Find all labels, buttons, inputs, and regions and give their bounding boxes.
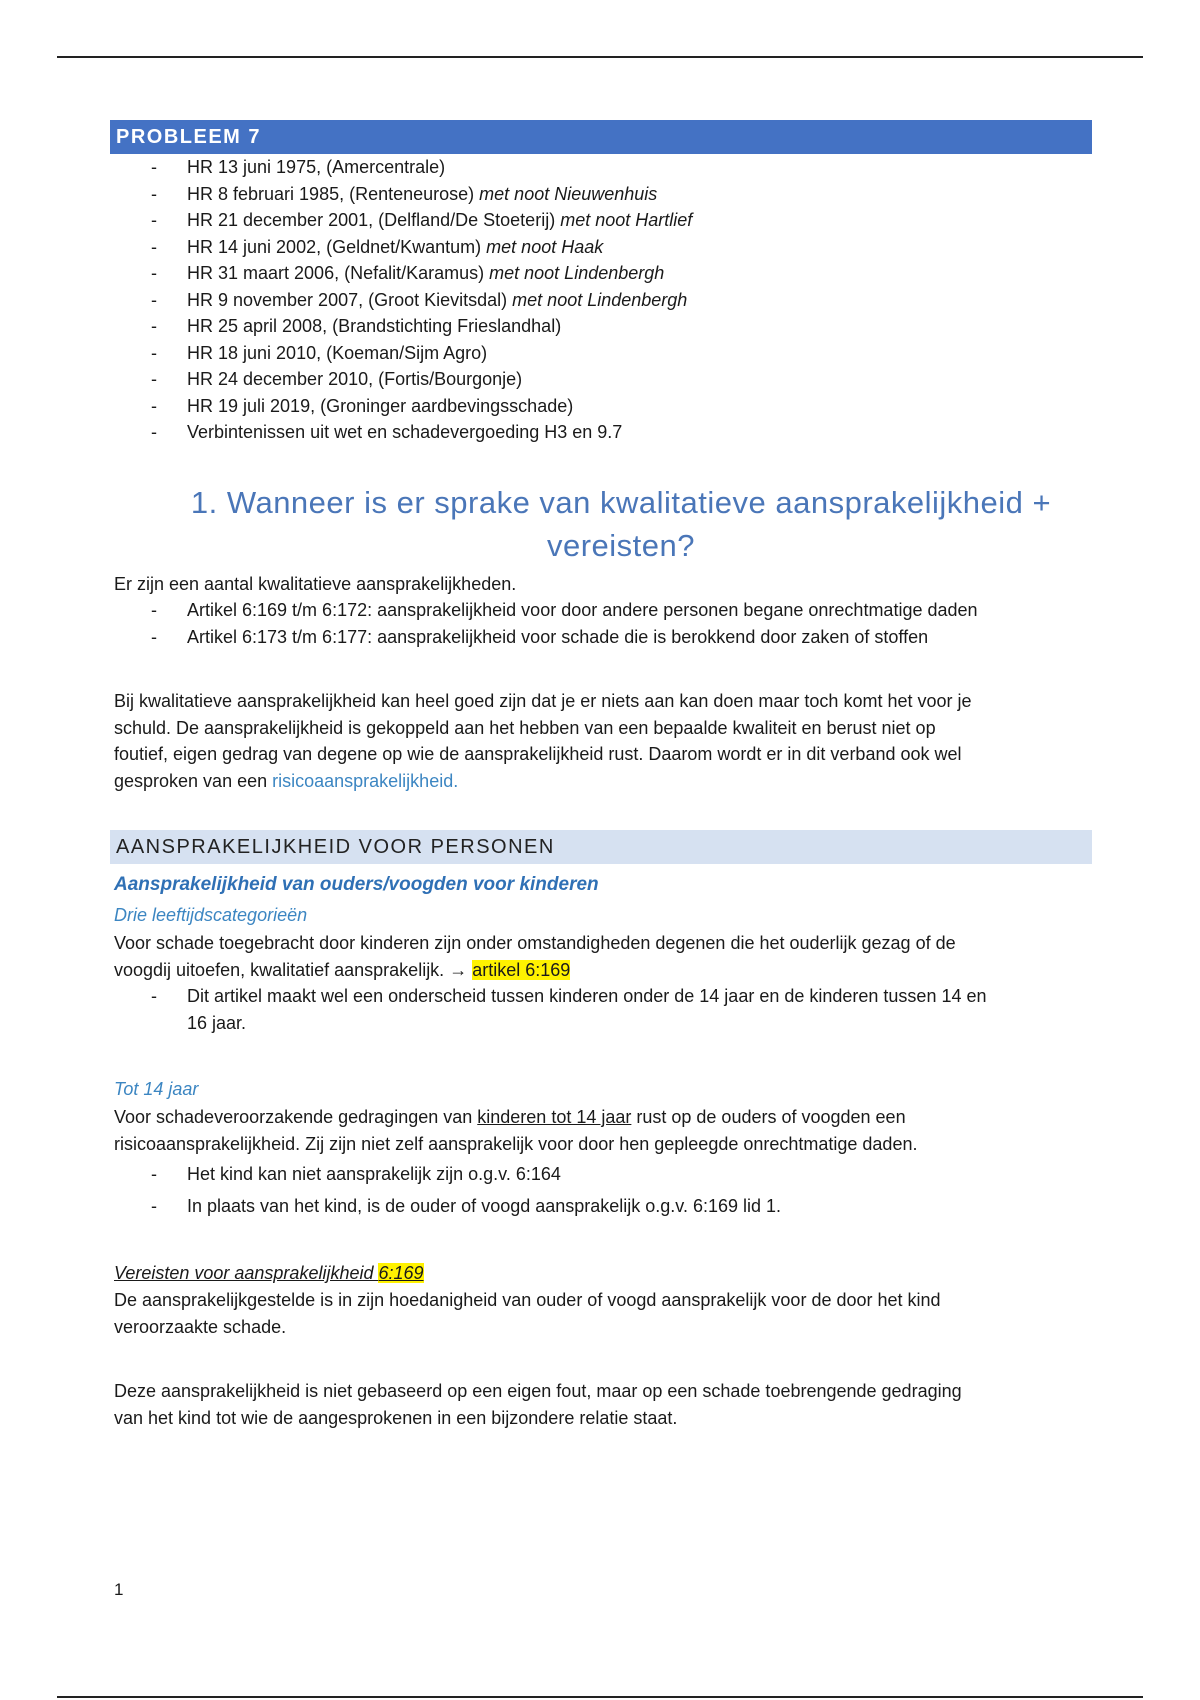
case-item: - HR 18 juni 2010, (Koeman/Sijm Agro) [110,340,1092,367]
case-item: - HR 21 december 2001, (Delfland/De Stoeterij) met noot Hartlief [110,207,1092,234]
article-list [110,597,1092,650]
under14-list [110,1161,1092,1219]
subheading-age: Drie leeftijdscategorieën [114,905,308,925]
article-item: - Artikel 6:169 t/m 6:172: aansprakelijkheid voor door andere personen begane onrechtmatige daden [110,597,1092,624]
intro-text: Er zijn een aantal kwalitatieve aansprakelijkheden. [114,573,517,594]
case-item: - HR 25 april 2008, (Brandstichting Frieslandhal) [110,313,1092,340]
top-rule [57,56,1143,58]
distinction-list [110,983,1092,1036]
case-item: - HR 8 februari 1985, (Renteneurose) met noot Nieuwenhuis [110,181,1092,208]
case-item: - HR 13 juni 1975, (Amercentrale) [110,154,1092,181]
case-list [110,154,1092,446]
risk-link: risicoaansprakelijkheid. [272,770,459,791]
risk-paragraph: Bij kwalitatieve aansprakelijkheid kan heel goed zijn dat je er niets aan kan doen maar toch komt het voor je schuld. De aansprakelijkheid is gekoppeld aan het hebben van een bepaalde kwaliteit en berust niet op foutief, eigen gedrag van degene op wie de aansprakelijkheid rust. Daarom wordt er in dit verband ook wel gesproken van een risicoaansprakelijkheid. [114,691,972,791]
persons-banner: AANSPRAKELIJKHEID VOOR PERSONEN [110,830,1092,864]
section-heading [110,481,1092,567]
page-number: 1 [114,1580,124,1599]
article-item: - Artikel 6:173 t/m 6:177: aansprakelijkheid voor schade die is berokkend door zaken of stoffen [110,624,1092,651]
case-item: - HR 31 maart 2006, (Nefalit/Karamus) met noot Lindenbergh [110,260,1092,287]
subheading-requirements: Vereisten voor aansprakelijkheid 6:169 [114,1263,424,1283]
highlight-article: artikel 6:169 [472,959,571,980]
section-heading-line: vereisten? [546,527,696,563]
subheading-parents: Aansprakelijkheid van ouders/voogden voor kinderen [114,874,599,895]
underlined-phrase: kinderen tot 14 jaar [477,1107,632,1127]
page-content [110,120,1092,1431]
under14-item: - Het kind kan niet aansprakelijk zijn o.g.v. 6:164 [110,1161,1092,1187]
requirements-paragraph: De aansprakelijkgestelde is in zijn hoedanigheid van ouder of voogd aansprakelijk voor de door het kind veroorzaakte schade. [114,1290,941,1337]
parents-paragraph: Voor schade toegebracht door kinderen zijn onder omstandigheden degenen die het ouderlijk gezag of de voogdij uitoefen, kwalitatief aansprakelijk. → artikel 6:169 [114,933,956,980]
case-item: - HR 14 juni 2002, (Geldnet/Kwantum) met noot Haak [110,234,1092,261]
case-item: - HR 24 december 2010, (Fortis/Bourgonje) [110,366,1092,393]
under14-paragraph: Voor schadeveroorzakende gedragingen van kinderen tot 14 jaar rust op de ouders of voogden een risicoaansprakelijkheid. Zij zijn niet zelf aansprakelijk voor door hen gepleegde onrechtmatige daden. [114,1107,918,1154]
problem-banner: PROBLEEM 7 [110,120,1092,154]
bottom-rule [57,1696,1143,1698]
case-item: - Verbintenissen uit wet en schadevergoeding H3 en 9.7 [110,419,1092,446]
subheading-under14: Tot 14 jaar [114,1079,199,1099]
case-item: - HR 9 november 2007, (Groot Kievitsdal) met noot Lindenbergh [110,287,1092,314]
basis-paragraph: Deze aansprakelijkheid is niet gebaseerd op een eigen fout, maar op een schade toebrengende gedraging van het kind tot wie de aangesprokenen in een bijzondere relatie staat. [114,1381,962,1428]
case-item: - HR 19 juli 2019, (Groninger aardbevingsschade) [110,393,1092,420]
under14-item: - In plaats van het kind, is de ouder of voogd aansprakelijk o.g.v. 6:169 lid 1. [110,1193,1092,1219]
section-heading-line: 1. Wanneer is er sprake van kwalitatieve aansprakelijkheid + [190,484,1052,520]
distinction-item: - Dit artikel maakt wel een onderscheid tussen kinderen onder de 14 jaar en de kinderen tussen 14 en 16 jaar. [110,983,1092,1036]
highlight-article: 6:169 [378,1263,424,1283]
